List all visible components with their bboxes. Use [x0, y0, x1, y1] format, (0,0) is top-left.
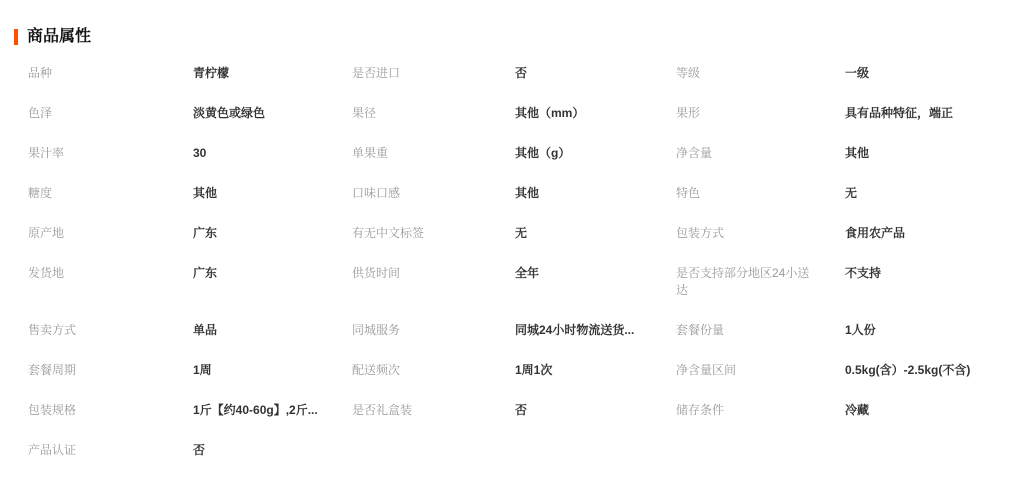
- attribute-value: 全年: [515, 266, 540, 280]
- attribute-label: 包装方式: [676, 226, 725, 240]
- attribute-value: 1人份: [845, 323, 876, 337]
- attribute-label: 是否支持部分地区24小送达: [676, 266, 810, 297]
- attribute-label: 是否礼盒装: [352, 403, 413, 417]
- attribute-row: [28, 265, 1003, 299]
- attribute-value: 不支持: [845, 266, 882, 280]
- attribute-row: [28, 65, 1003, 82]
- attribute-label: 产品认证: [28, 443, 77, 457]
- attribute-value: 其他（mm）: [515, 106, 585, 120]
- attribute-row: [28, 322, 1003, 339]
- attribute-label: 套餐份量: [676, 323, 725, 337]
- attribute-value: 广东: [193, 266, 218, 280]
- attribute-label: 配送频次: [352, 363, 401, 377]
- attribute-label: 储存条件: [676, 403, 725, 417]
- attribute-label: 果形: [676, 106, 701, 120]
- attribute-label: 有无中文标签: [352, 226, 425, 240]
- attribute-value: 单品: [193, 323, 218, 337]
- attribute-value: 否: [515, 66, 528, 80]
- attribute-row: [28, 402, 1003, 419]
- attribute-value: 淡黄色或绿色: [193, 106, 266, 120]
- attribute-row: [28, 145, 1003, 162]
- attribute-value: 具有品种特征，端正: [845, 106, 954, 120]
- attribute-label: 售卖方式: [28, 323, 77, 337]
- attribute-value: 冷藏: [845, 403, 870, 417]
- attribute-label: 包装规格: [28, 403, 77, 417]
- attribute-value: 其他: [193, 186, 218, 200]
- attribute-label: 净含量: [676, 146, 713, 160]
- attribute-row: [28, 105, 1003, 122]
- attribute-label: 供货时间: [352, 266, 401, 280]
- attribute-value: 广东: [193, 226, 218, 240]
- attribute-label: 色泽: [28, 106, 53, 120]
- attribute-label: 套餐周期: [28, 363, 77, 377]
- attribute-row: [28, 185, 1003, 202]
- attribute-value: 食用农产品: [845, 226, 906, 240]
- attribute-value: 其他（g）: [515, 146, 571, 160]
- attribute-label: 是否进口: [352, 66, 401, 80]
- attribute-label: 口味口感: [352, 186, 401, 200]
- attribute-value: 其他: [845, 146, 870, 160]
- attribute-label: 净含量区间: [676, 363, 737, 377]
- attribute-label: 同城服务: [352, 323, 401, 337]
- attribute-label: 果径: [352, 106, 377, 120]
- attribute-value: 同城24小时物流送货...: [515, 323, 635, 337]
- attribute-value: 1斤【约40-60g】,2斤...: [193, 403, 318, 417]
- section-header: [14, 26, 1017, 47]
- attribute-label: 原产地: [28, 226, 65, 240]
- attributes-table: [28, 65, 1003, 459]
- attribute-value: 一级: [845, 66, 870, 80]
- attribute-value: 1周1次: [515, 363, 553, 377]
- attribute-value: 1周: [193, 363, 212, 377]
- attribute-label: 品种: [28, 66, 53, 80]
- attribute-value: 否: [515, 403, 528, 417]
- attribute-label: 特色: [676, 186, 701, 200]
- attribute-label: 单果重: [352, 146, 389, 160]
- attribute-row: [28, 362, 1003, 379]
- attribute-label: 发货地: [28, 266, 65, 280]
- attribute-value: 0.5kg(含）-2.5kg(不含): [845, 363, 971, 377]
- attribute-value: 否: [193, 443, 206, 457]
- attribute-row: [28, 442, 1003, 459]
- attribute-value: 30: [193, 146, 207, 160]
- attribute-value: 无: [845, 186, 858, 200]
- attribute-value: 其他: [515, 186, 540, 200]
- attribute-label: 等级: [676, 66, 701, 80]
- section-accent-bar: [14, 29, 18, 45]
- attribute-value: 青柠檬: [193, 66, 230, 80]
- attribute-row: [28, 225, 1003, 242]
- attribute-label: 糖度: [28, 186, 53, 200]
- section-title: 商品属性: [27, 28, 92, 45]
- attribute-label: 果汁率: [28, 146, 65, 160]
- attribute-value: 无: [515, 226, 528, 240]
